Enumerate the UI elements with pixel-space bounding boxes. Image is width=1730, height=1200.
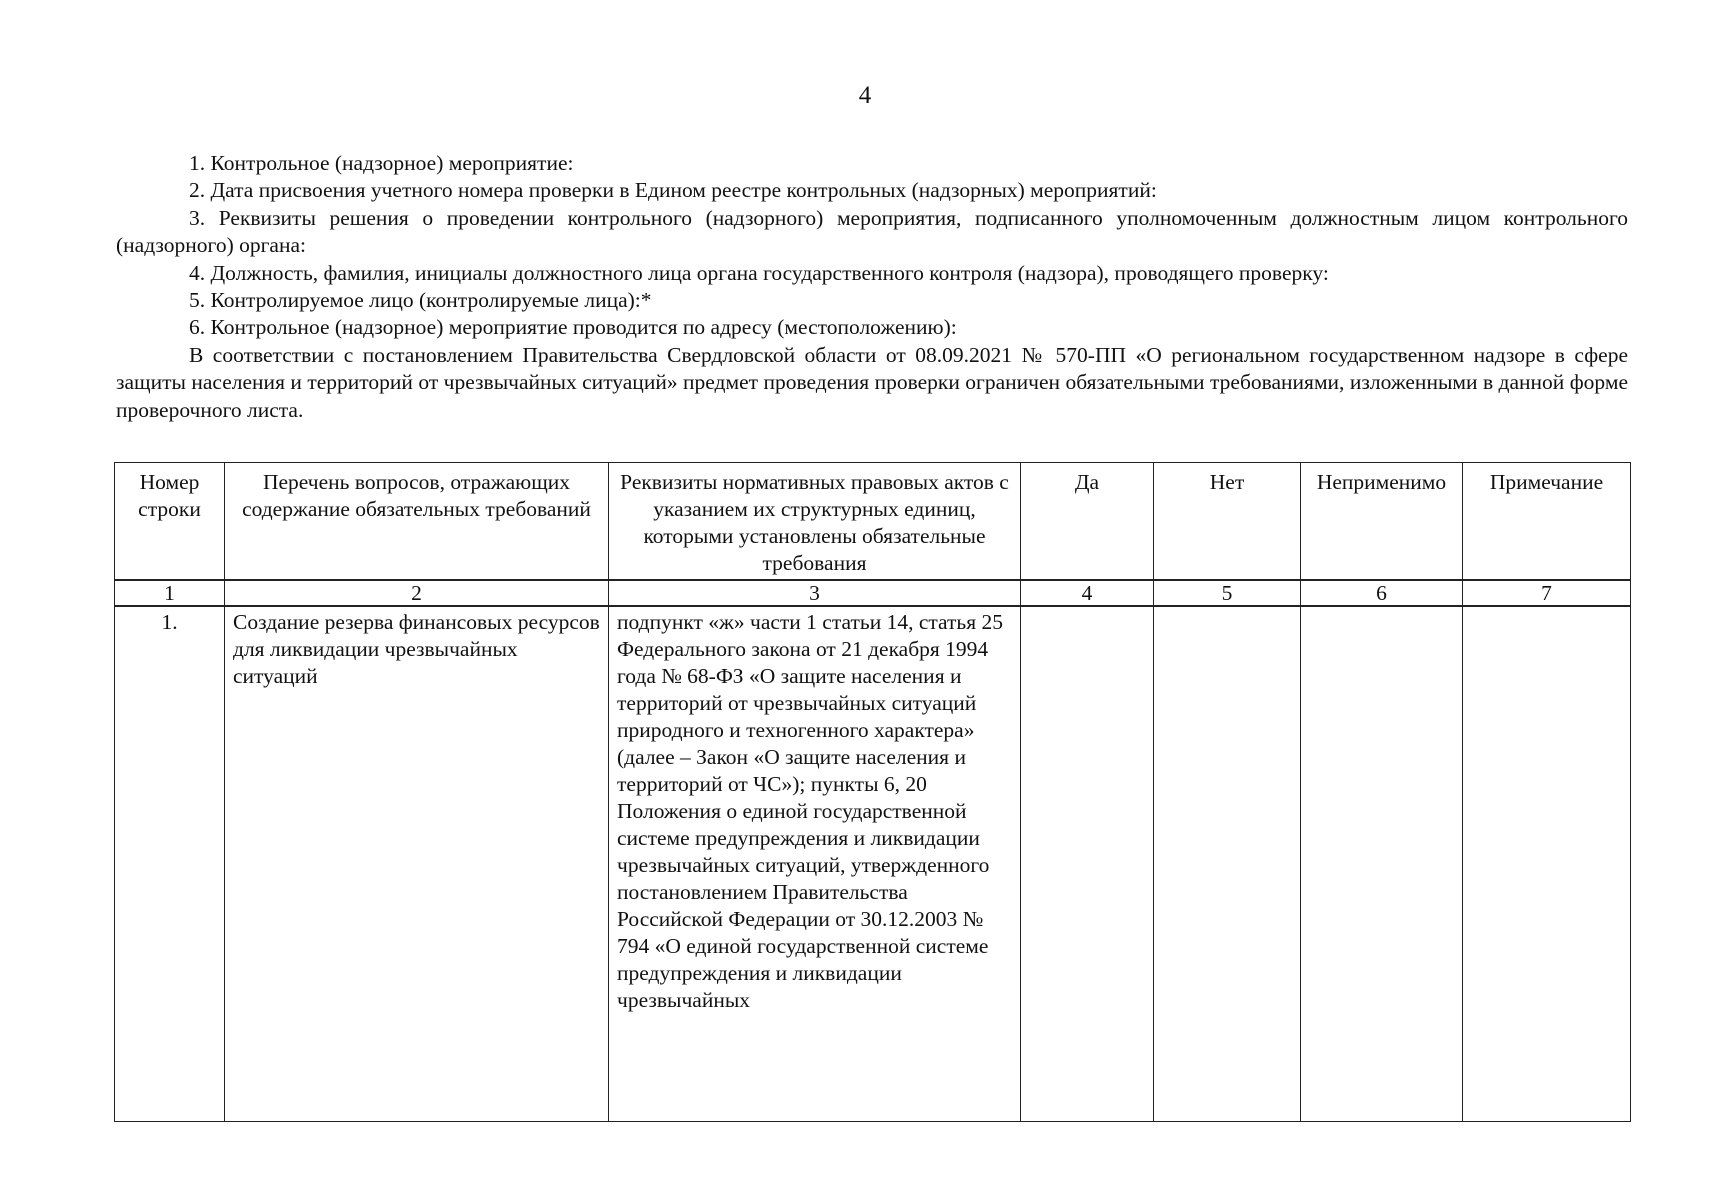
intro-section bbox=[116, 150, 1628, 424]
header-row-number: Номер строки bbox=[115, 463, 225, 581]
header-questions: Перечень вопросов, отражающих содержание обязательных требований bbox=[225, 463, 609, 581]
table-header-row bbox=[115, 463, 1631, 581]
row-requisites-text: подпункт «ж» части 1 статьи 14, статья 25 Федерального закона от 21 декабря 1994 года № 68-ФЗ «О защите населения и территорий от чрезвычайных ситуаций природного и техногенного характера» (далее – Закон «О защите населения и территорий от ЧС»); пункты 6, 20 Положения о единой государственной системе предупреждения и ликвидации чрезвычайных ситуаций, утвержденного постановлением Правительства Российской Федерации от 30.12.2003 № 794 «О единой государственной системе предупреждения и ликвидации чрезвычайных bbox=[617, 610, 1003, 1012]
intro-item-1: 1. Контрольное (надзорное) мероприятие: bbox=[189, 151, 574, 175]
row-number: 1. bbox=[115, 606, 225, 1122]
page-number: 4 bbox=[858, 82, 872, 109]
column-number-3: 3 bbox=[609, 580, 1021, 606]
column-number-row bbox=[115, 580, 1631, 606]
header-not-applicable: Неприменимо bbox=[1301, 463, 1463, 581]
intro-item-5: 5. Контролируемое лицо (контролируемые лица):* bbox=[189, 288, 652, 313]
row-no-cell[interactable] bbox=[1154, 606, 1301, 1122]
column-number-4: 4 bbox=[1021, 580, 1154, 606]
header-no: Нет bbox=[1154, 463, 1301, 581]
intro-item-3: 3. Реквизиты решения о проведении контрольного (надзорного) мероприятия, подписанного уполномоченным должностным лицом контрольного (надзорного) органа: bbox=[116, 205, 1628, 258]
row-yes-cell[interactable] bbox=[1021, 606, 1154, 1122]
intro-item-6: 6. Контрольное (надзорное) мероприятие проводится по адресу (местоположению): bbox=[189, 315, 957, 340]
header-requisites: Реквизиты нормативных правовых актов с указанием их структурных единиц, которыми установлены обязательные требования bbox=[609, 463, 1021, 581]
column-number-2: 2 bbox=[225, 580, 609, 606]
intro-item-4: 4. Должность, фамилия, инициалы должностного лица органа государственного контроля (надзора), проводящего проверку: bbox=[189, 260, 1329, 285]
column-number-7: 7 bbox=[1463, 580, 1631, 606]
table-row bbox=[115, 606, 1631, 1122]
column-number-1: 1 bbox=[115, 580, 225, 606]
row-not-applicable-cell[interactable] bbox=[1301, 606, 1463, 1122]
checklist-table bbox=[114, 462, 1631, 1122]
intro-statement: В соответствии с постановлением Правительства Свердловской области от 08.09.2021 № 570-ПП «О региональном государственном надзоре в сфере защиты населения и территорий от чрезвычайных ситуаций» предмет проведения проверки ограничен обязательными требованиями, изложенными в данной форме проверочного листа. bbox=[116, 342, 1628, 422]
row-question: Создание резерва финансовых ресурсов для ликвидации чрезвычайных ситуаций bbox=[225, 606, 609, 1122]
header-yes: Да bbox=[1021, 463, 1154, 581]
row-note-cell[interactable] bbox=[1463, 606, 1631, 1122]
row-requisites bbox=[609, 606, 1021, 1122]
column-number-6: 6 bbox=[1301, 580, 1463, 606]
column-number-5: 5 bbox=[1154, 580, 1301, 606]
header-note: Примечание bbox=[1463, 463, 1631, 581]
intro-item-2: 2. Дата присвоения учетного номера проверки в Едином реестре контрольных (надзорных) мероприятий: bbox=[189, 178, 1157, 203]
